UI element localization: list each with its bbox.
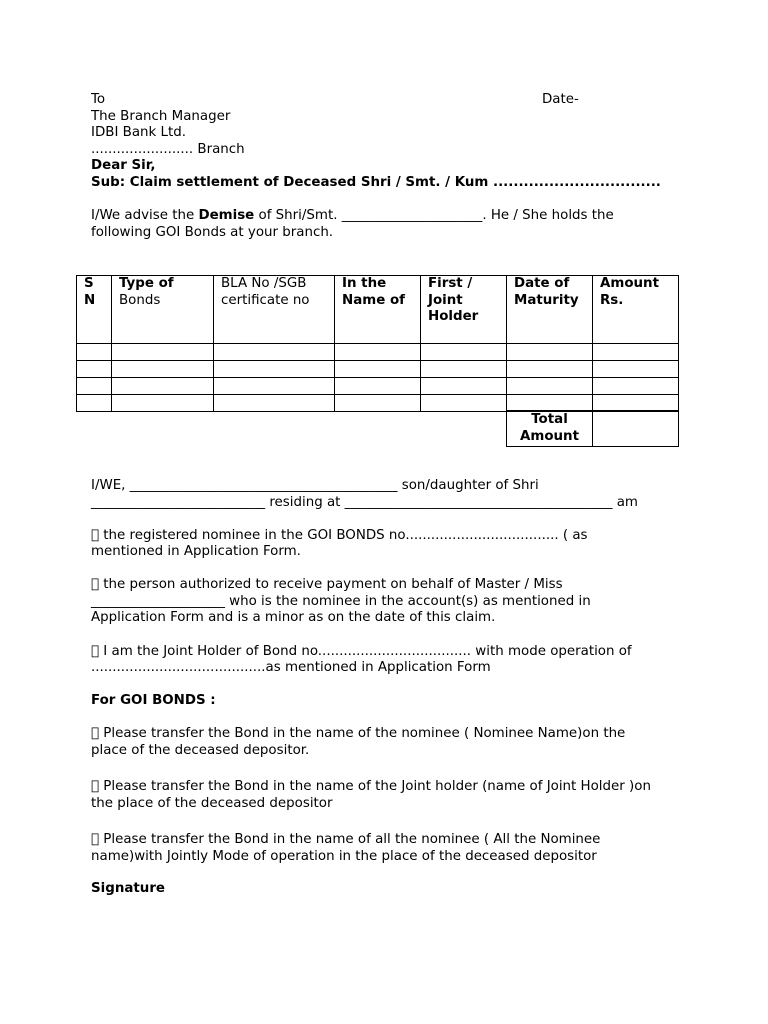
- table-cell[interactable]: [335, 344, 421, 361]
- addressee: The Branch Manager: [91, 108, 231, 124]
- table-header-row: [77, 276, 679, 344]
- table-cell[interactable]: [214, 344, 335, 361]
- table-cell[interactable]: [214, 361, 335, 378]
- to-label: To: [91, 92, 106, 107]
- declaration-line-2: __________________________ residing at ________________________________________ am: [91, 494, 638, 510]
- table-cell[interactable]: [593, 344, 679, 361]
- table-row: [77, 361, 679, 378]
- date-label: Date-: [542, 92, 579, 107]
- salutation: Dear Sir,: [91, 158, 156, 174]
- bank-name: IDBI Bank Ltd.: [91, 125, 187, 141]
- option-nominee: the registered nominee in the GOI BONDS no.................................... ( as mentioned in Application Form.: [91, 527, 576, 560]
- col-header-name: In the Name of: [335, 276, 421, 344]
- total-value[interactable]: [593, 411, 679, 447]
- table-cell[interactable]: [593, 378, 679, 395]
- bonds-table: [76, 275, 679, 412]
- col-header-sn: S N: [77, 276, 112, 344]
- table-cell[interactable]: [507, 378, 593, 395]
- table-cell[interactable]: [335, 361, 421, 378]
- table-cell[interactable]: [593, 395, 679, 412]
- demise-word: Demise: [198, 208, 255, 223]
- table-cell[interactable]: [77, 344, 112, 361]
- col-header-holder: First / Joint Holder: [421, 276, 507, 344]
- total-label: Total Amount: [507, 411, 593, 447]
- table-cell[interactable]: [112, 378, 214, 395]
- goi-bonds-heading: For GOI BONDS :: [91, 693, 216, 708]
- branch-line: ........................ Branch: [91, 141, 245, 157]
- table-cell[interactable]: [77, 395, 112, 412]
- table-cell[interactable]: [421, 361, 507, 378]
- goi-option-all-nominees: Please transfer the Bond in the name of all the nominee ( All the Nominee name)with Jointly Mode of operation in the place of the deceased depositor: [91, 832, 597, 864]
- table-cell[interactable]: [593, 361, 679, 378]
- col-header-bla: BLA No /SGB certificate no: [214, 276, 335, 344]
- col-header-amount: Amount Rs.: [593, 276, 679, 344]
- table-cell[interactable]: [112, 361, 214, 378]
- table-cell[interactable]: [214, 395, 335, 412]
- table-cell[interactable]: [112, 344, 214, 361]
- intro-prefix: I/We advise the: [91, 208, 199, 223]
- table-cell[interactable]: [214, 378, 335, 395]
- intro-line-2: following GOI Bonds at your branch.: [91, 224, 334, 240]
- goi-option-joint-holder: Please transfer the Bond in the name of the Joint holder (name of Joint Holder )on the place of the deceased depositor: [91, 779, 639, 811]
- table-cell[interactable]: [507, 361, 593, 378]
- signature-label: Signature: [91, 881, 166, 896]
- option-joint-holder: I am the Joint Holder of Bond no.................................... with mode operation of .........................................as mentioned in Application Form: [91, 643, 620, 676]
- table-cell[interactable]: [335, 378, 421, 395]
- table-cell[interactable]: [507, 344, 593, 361]
- table-cell[interactable]: [77, 361, 112, 378]
- total-row: [506, 410, 679, 447]
- intro-rest: of Shri/Smt. _____________________. He / She holds the: [254, 208, 614, 223]
- subject-line: Sub: Claim settlement of Deceased Shri / Smt. / Kum .................................: [91, 175, 661, 190]
- declaration-line-1: I/WE, ________________________________________ son/daughter of Shri: [91, 478, 539, 493]
- col-header-maturity: Date of Maturity: [507, 276, 593, 344]
- table-row: [77, 344, 679, 361]
- table-cell[interactable]: [77, 378, 112, 395]
- table-cell[interactable]: [507, 395, 593, 412]
- table-cell[interactable]: [421, 378, 507, 395]
- option-authorized: the person authorized to receive payment on behalf of Master / Miss ____________________ who is the nominee in the account(s) as mentioned in Application Form and is a minor as on the date of this claim.: [91, 577, 591, 626]
- table-cell[interactable]: [335, 395, 421, 412]
- goi-option-nominee: Please transfer the Bond in the name of the nominee ( Nominee Name)on the place of the deceased depositor.: [91, 726, 614, 758]
- col-header-type: Type of Bonds: [112, 276, 214, 344]
- intro-line-1: [91, 208, 614, 225]
- table-row: [77, 395, 679, 412]
- table-row: [77, 378, 679, 395]
- table-cell[interactable]: [112, 395, 214, 412]
- table-cell[interactable]: [421, 344, 507, 361]
- table-cell[interactable]: [421, 395, 507, 412]
